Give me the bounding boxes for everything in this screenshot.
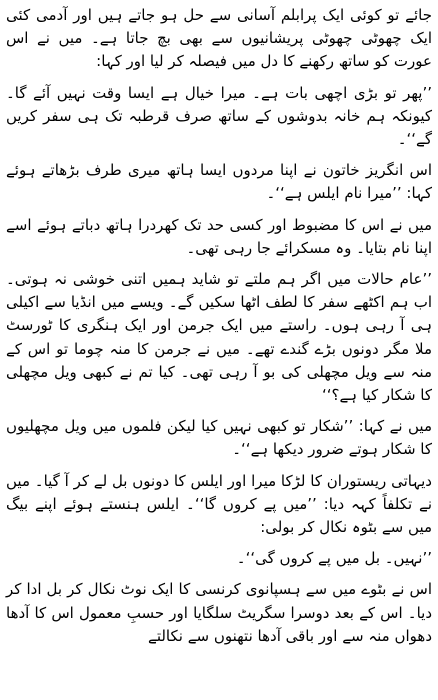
paragraph-4: میں نے اس کا مضبوط اور کسی حد تک کھردرا ہاتھ دباتے ہوئے اسے اپنا نام بتایا۔ وہ مسکرائے جا رہی تھی۔ [6,215,432,257]
paragraph-9: اس نے بٹوے میں سے ہسپانوی کرنسی کا ایک نوٹ نکال کر بل ادا کر دیا۔ اس کے بعد دوسرا سگریٹ سلگایا اور حسبِ معمول اس کا آدھا دھواں منہ سے اور باقی آدھا نتھنوں سے نکالتے [6,580,432,645]
paragraph-8: ’’نہیں۔ بل میں پے کروں گی‘‘۔ [236,549,432,568]
paragraph-2: ’’پھر تو بڑی اچھی بات ہے۔ میرا خیال ہے ایسا وقت نہیں آئے گا۔ کیونکہ ہم خانہ بدوشوں کے ساتھ صرف قرطبہ تک ہی سفر کریں گے‘‘۔ [6,83,432,149]
paragraph-6: میں نے کہا: ’’شکار تو کبھی نہیں کیا لیکن فلموں میں ویل مچھلیوں کا شکار ہوتے ضرور دیکھا ہے‘‘۔ [6,417,432,459]
paragraph-1: جائے تو کوئی ایک پرابلم آسانی سے حل ہو جاتے ہیں اور آدمی کئی ایک چھوٹی چھوٹی پریشانیوں سے بھی بچ جاتا ہے۔ میں نے اس عورت کو ساتھ رکھنے کا دل میں فیصلہ کر لیا اور کہا: [6,6,432,71]
paragraph-7: دیہاتی ریستوران کا لڑکا میرا اور ایلس کا دونوں بل لے کر آ گیا۔ میں نے تکلفاً کہہ دیا: ’’میں پے کروں گا‘‘۔ ایلس ہنستے ہوئے اپنے بیگ میں سے بٹوہ نکال کر بولی: [6,471,432,537]
paragraph-5: ’’عام حالات میں اگر ہم ملتے تو شاید ہمیں اتنی خوشی نہ ہوتی۔ اب ہم اکٹھے سفر کا لطف اٹھا سکیں گے۔ ویسے میں انڈیا سے اکیلی ہی آ رہی ہوں۔ راستے میں ایک جرمن اور ایک ہنگری کا ٹورسٹ ملا مگر دونوں بڑے گندے تھے۔ میں نے جرمن کا منہ چوما تو اس کے منہ سے ویل مچھلی کی بو آ رہی تھی۔ کیا تم نے کبھی ویل مچھلی کا شکار کیا ہے؟‘‘ [6,270,432,405]
paragraph-3: اس انگریز خاتون نے اپنا مردوں ایسا ہاتھ میری طرف بڑھاتے ہوئے کہا: ’’میرا نام ایلس ہے‘‘۔ [6,161,432,203]
